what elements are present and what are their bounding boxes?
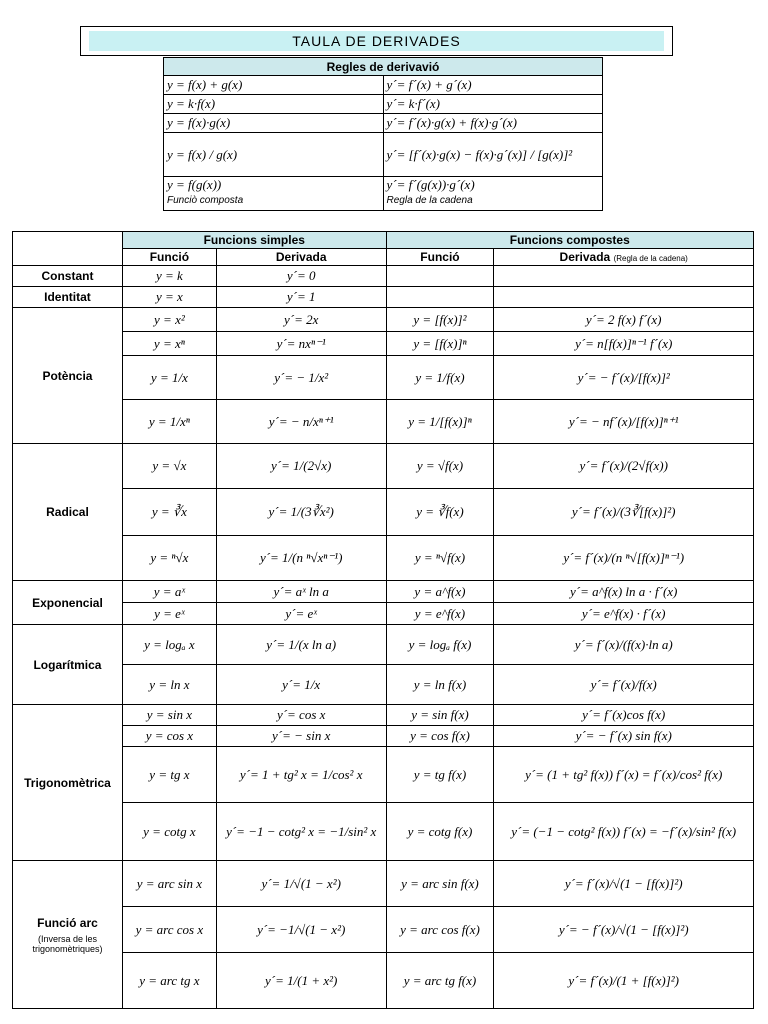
col-header-note: (Regla de la cadena) xyxy=(613,254,688,263)
composite-function: y = cos f(x) xyxy=(386,726,494,747)
simple-function: y = arc tg x xyxy=(122,953,216,1009)
composite-derivative: y´= a^f(x) ln a · f´(x) xyxy=(494,581,754,603)
composite-function xyxy=(386,266,494,287)
table-row xyxy=(13,726,754,747)
simple-function: y = arc cos x xyxy=(122,907,216,953)
simple-derivative: y´= aˣ ln a xyxy=(216,581,386,603)
table-row xyxy=(13,953,754,1009)
composite-function: y = ∛f(x) xyxy=(386,489,494,536)
composite-function: y = arc tg f(x) xyxy=(386,953,494,1009)
composite-derivative: y´= n[f(x)]ⁿ⁻¹ f´(x) xyxy=(494,332,754,356)
composite-function: y = e^f(x) xyxy=(386,603,494,625)
simple-function: y = ln x xyxy=(122,665,216,705)
rules-table xyxy=(163,57,603,211)
composite-function: y = arc cos f(x) xyxy=(386,907,494,953)
col-header-function-composite: Funció xyxy=(386,249,494,266)
simple-derivative: y´= 1/(3∛x²) xyxy=(216,489,386,536)
col-header-label: Derivada xyxy=(559,250,611,264)
table-row xyxy=(164,76,603,95)
composite-function xyxy=(386,287,494,308)
simple-derivative: y´= nxⁿ⁻¹ xyxy=(216,332,386,356)
category-arc-cell xyxy=(13,861,123,1009)
category-radical: Radical xyxy=(13,444,123,581)
table-row xyxy=(13,444,754,489)
table-row xyxy=(13,287,754,308)
category-exponential: Exponencial xyxy=(13,581,123,625)
simple-function: y = 1/x xyxy=(122,356,216,400)
composite-function: y = a^f(x) xyxy=(386,581,494,603)
rule-derivative-cell xyxy=(383,177,603,211)
simple-derivative: y´= − sin x xyxy=(216,726,386,747)
simple-derivative: y´= 1/√(1 − x²) xyxy=(216,861,386,907)
col-header-derivative-composite xyxy=(494,249,754,266)
simple-derivative: y´= − n/xⁿ⁺¹ xyxy=(216,400,386,444)
composite-function: y = [f(x)]ⁿ xyxy=(386,332,494,356)
simple-function: y = tg x xyxy=(122,747,216,803)
simple-derivative: y´= 1 + tg² x = 1/cos² x xyxy=(216,747,386,803)
table-row xyxy=(13,803,754,861)
rule-function: y = f(g(x)) xyxy=(167,177,222,192)
category-arc-note: (Inversa de les trigonomètriques) xyxy=(32,933,103,954)
simple-derivative: y´= eˣ xyxy=(216,603,386,625)
table-row xyxy=(13,266,754,287)
category-identity: Identitat xyxy=(13,287,123,308)
rule-derivative: y´= f´(x) + g´(x) xyxy=(383,76,603,95)
composite-derivative: y´= − nf´(x)/[f(x)]ⁿ⁺¹ xyxy=(494,400,754,444)
composite-derivative: y´= f´(x)/(f(x)·ln a) xyxy=(494,625,754,665)
composite-derivative: y´= (1 + tg² f(x)) f´(x) = f´(x)/cos² f(x) xyxy=(494,747,754,803)
rule-derivative: y´= [f´(x)·g(x) − f(x)·g´(x)] / [g(x)]² xyxy=(383,133,603,177)
simple-function: y = cos x xyxy=(122,726,216,747)
rule-function: y = k·f(x) xyxy=(164,95,384,114)
simple-function: y = cotg x xyxy=(122,803,216,861)
rule-derivative: y´= k·f´(x) xyxy=(383,95,603,114)
simple-function: y = √x xyxy=(122,444,216,489)
composite-function: y = [f(x)]² xyxy=(386,308,494,332)
composite-derivative: y´= − f´(x)/[f(x)]² xyxy=(494,356,754,400)
rule-note: Funciò composta xyxy=(167,195,244,206)
simple-derivative: y´= 1/x xyxy=(216,665,386,705)
composite-function: y = logₐ f(x) xyxy=(386,625,494,665)
composite-function: y = cotg f(x) xyxy=(386,803,494,861)
table-row xyxy=(13,581,754,603)
simple-derivative: y´= 2x xyxy=(216,308,386,332)
table-row xyxy=(13,705,754,726)
simple-derivative: y´= 1/(2√x) xyxy=(216,444,386,489)
composite-derivative: y´= f´(x)cos f(x) xyxy=(494,705,754,726)
table-row xyxy=(13,665,754,705)
table-row xyxy=(13,489,754,536)
composite-derivative: y´= f´(x)/(n ⁿ√[f(x)]ⁿ⁻¹) xyxy=(494,536,754,581)
composite-derivative: y´= f´(x)/(3∛[f(x)]²) xyxy=(494,489,754,536)
composite-function: y = √f(x) xyxy=(386,444,494,489)
rule-function-cell xyxy=(164,177,384,211)
simple-derivative: y´= −1 − cotg² x = −1/sin² x xyxy=(216,803,386,861)
group-header-simple: Funcions simples xyxy=(122,232,386,249)
composite-derivative: y´= f´(x)/(2√f(x)) xyxy=(494,444,754,489)
table-row xyxy=(13,332,754,356)
category-logarithmic: Logarítmica xyxy=(13,625,123,705)
simple-function: y = eˣ xyxy=(122,603,216,625)
simple-function: y = 1/xⁿ xyxy=(122,400,216,444)
table-row xyxy=(164,177,603,211)
rule-derivative: y´= f´(x)·g(x) + f(x)·g´(x) xyxy=(383,114,603,133)
composite-derivative: y´= − f´(x)/√(1 − [f(x)]²) xyxy=(494,907,754,953)
composite-function: y = tg f(x) xyxy=(386,747,494,803)
category-trigonometric: Trigonomètrica xyxy=(13,705,123,861)
composite-derivative: y´= (−1 − cotg² f(x)) f´(x) = −f´(x)/sin² f(x) xyxy=(494,803,754,861)
composite-derivative: y´= − f´(x) sin f(x) xyxy=(494,726,754,747)
simple-function: y = ∛x xyxy=(122,489,216,536)
simple-derivative: y´= 0 xyxy=(216,266,386,287)
simple-derivative: y´= − 1/x² xyxy=(216,356,386,400)
corner-cell xyxy=(13,232,123,266)
simple-function: y = logₐ x xyxy=(122,625,216,665)
composite-derivative: y´= f´(x)/(1 + [f(x)]²) xyxy=(494,953,754,1009)
table-row xyxy=(13,861,754,907)
composite-function: y = 1/f(x) xyxy=(386,356,494,400)
composite-derivative: y´= f´(x)/f(x) xyxy=(494,665,754,705)
table-row xyxy=(164,133,603,177)
page-title: TAULA DE DERIVADES xyxy=(89,31,664,51)
table-row xyxy=(164,114,603,133)
simple-function: y = xⁿ xyxy=(122,332,216,356)
simple-derivative: y´= −1/√(1 − x²) xyxy=(216,907,386,953)
composite-function: y = arc sin f(x) xyxy=(386,861,494,907)
table-row xyxy=(13,356,754,400)
simple-function: y = k xyxy=(122,266,216,287)
composite-derivative: y´= 2 f(x) f´(x) xyxy=(494,308,754,332)
simple-function: y = ⁿ√x xyxy=(122,536,216,581)
table-row xyxy=(13,603,754,625)
title-box xyxy=(80,26,673,56)
table-row xyxy=(13,907,754,953)
composite-function: y = ⁿ√f(x) xyxy=(386,536,494,581)
composite-derivative: y´= f´(x)/√(1 − [f(x)]²) xyxy=(494,861,754,907)
simple-function: y = sin x xyxy=(122,705,216,726)
category-power: Potència xyxy=(13,308,123,444)
table-row xyxy=(13,747,754,803)
composite-derivative: y´= e^f(x) · f´(x) xyxy=(494,603,754,625)
col-header-function: Funció xyxy=(122,249,216,266)
table-row xyxy=(13,308,754,332)
composite-derivative xyxy=(494,287,754,308)
table-row xyxy=(13,400,754,444)
col-header-derivative: Derivada xyxy=(216,249,386,266)
simple-derivative: y´= 1/(1 + x²) xyxy=(216,953,386,1009)
category-constant: Constant xyxy=(13,266,123,287)
category-arc: Funció arc xyxy=(37,915,98,930)
composite-function: y = sin f(x) xyxy=(386,705,494,726)
table-row xyxy=(13,625,754,665)
rules-header: Regles de derivavió xyxy=(164,58,603,76)
rule-function: y = f(x) / g(x) xyxy=(164,133,384,177)
rule-note: Regla de la cadena xyxy=(386,195,473,206)
simple-derivative: y´= cos x xyxy=(216,705,386,726)
composite-function: y = 1/[f(x)]ⁿ xyxy=(386,400,494,444)
simple-function: y = x² xyxy=(122,308,216,332)
simple-function: y = x xyxy=(122,287,216,308)
simple-derivative: y´= 1/(x ln a) xyxy=(216,625,386,665)
rule-function: y = f(x) + g(x) xyxy=(164,76,384,95)
group-header-composite: Funcions compostes xyxy=(386,232,753,249)
table-row xyxy=(164,95,603,114)
derivatives-table xyxy=(12,231,754,1009)
simple-derivative: y´= 1 xyxy=(216,287,386,308)
simple-function: y = arc sin x xyxy=(122,861,216,907)
composite-function: y = ln f(x) xyxy=(386,665,494,705)
simple-derivative: y´= 1/(n ⁿ√xⁿ⁻¹) xyxy=(216,536,386,581)
simple-function: y = aˣ xyxy=(122,581,216,603)
composite-derivative xyxy=(494,266,754,287)
table-row xyxy=(13,536,754,581)
rule-function: y = f(x)·g(x) xyxy=(164,114,384,133)
rule-derivative: y´= f´(g(x))·g´(x) xyxy=(386,177,475,192)
